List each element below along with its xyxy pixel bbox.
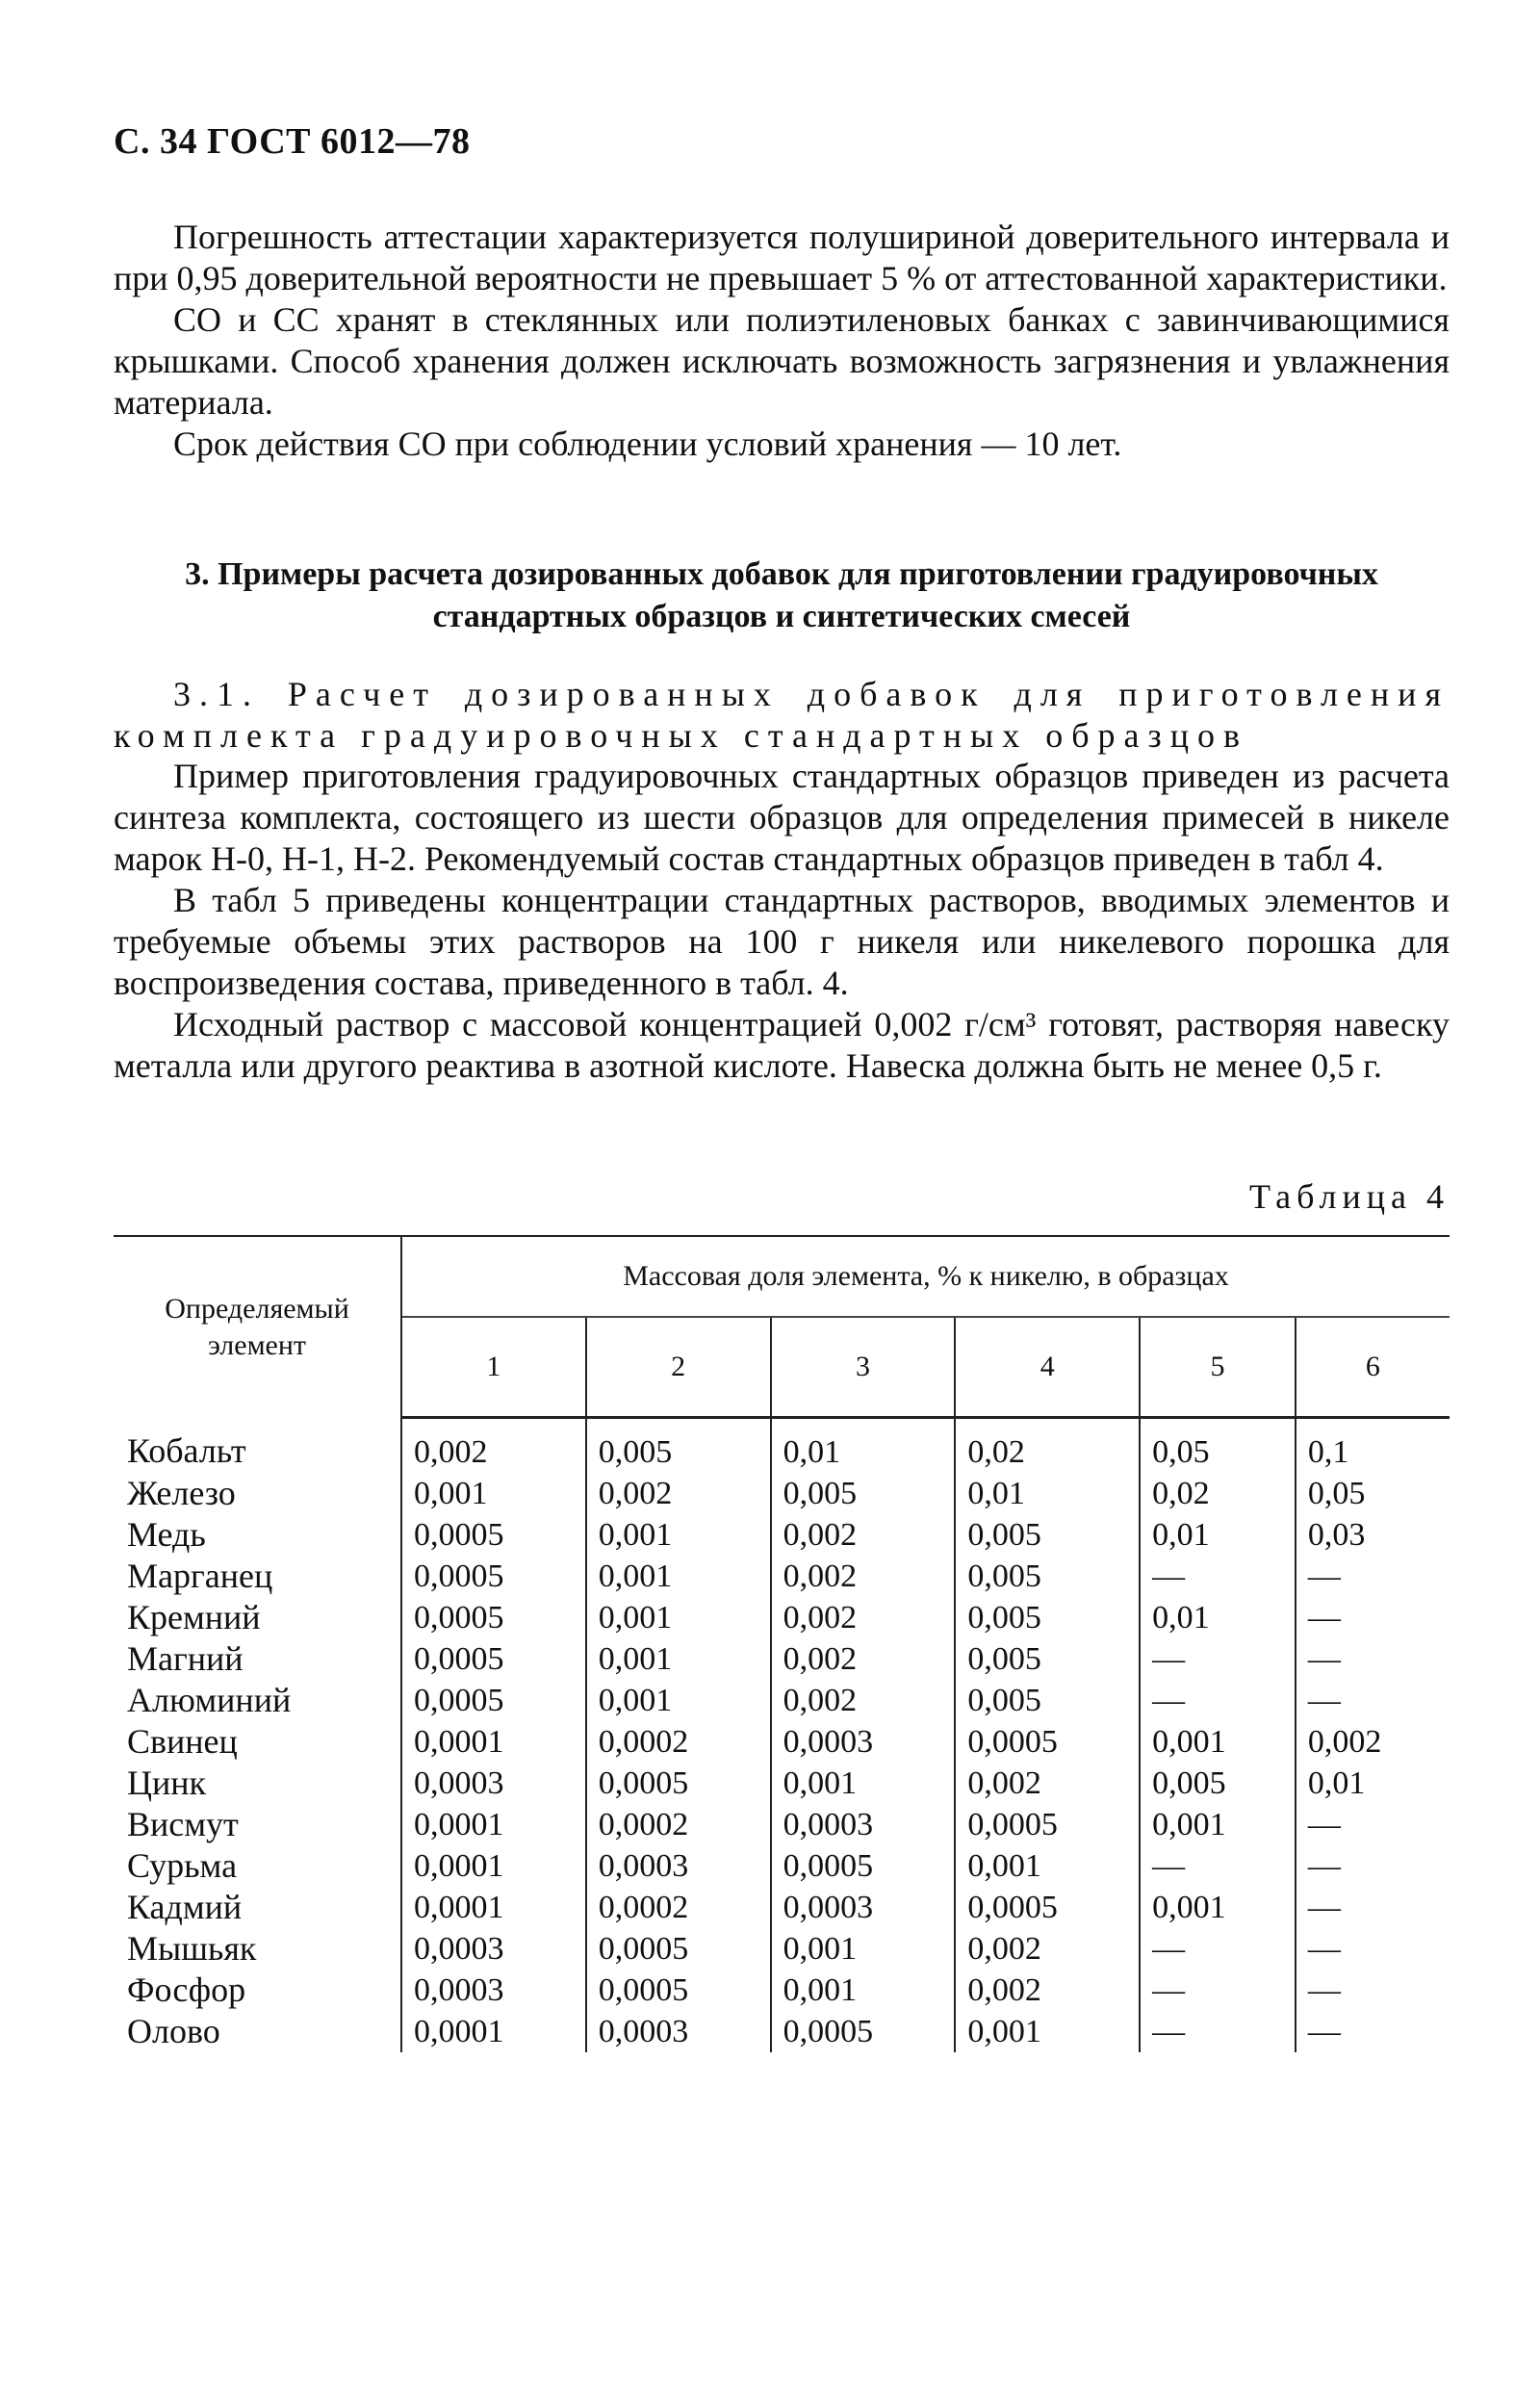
element-name-cell: Магний — [114, 1638, 401, 1680]
table-row — [114, 1845, 1450, 1887]
value-cell: 0,001 — [1140, 1804, 1296, 1845]
element-name-cell: Висмут — [114, 1804, 401, 1845]
subsection-title — [114, 674, 1450, 757]
value-cell: 0,01 — [1307, 1765, 1366, 1801]
value-cell: 0,0002 — [586, 1887, 771, 1928]
value-cell: 0,0003 — [771, 1721, 956, 1763]
value-cell: 0,005 — [771, 1473, 956, 1514]
paragraph: В табл 5 приведены концентрации стандартных растворов, вводимых элементов и требуемые объемы этих растворов на 100 г никеля или никелевого порошка для воспроизведения состава, приведенного в табл. 4. — [114, 881, 1450, 1002]
value-cell: — — [1140, 1970, 1296, 2011]
value-cell: 0,01 — [1140, 1597, 1296, 1638]
value-cell: 0,0005 — [401, 1556, 586, 1597]
element-name-cell: Сурьма — [114, 1845, 401, 1887]
element-name-cell: Свинец — [114, 1721, 401, 1763]
value-cell: 0,005 — [955, 1638, 1140, 1680]
top-text-block — [114, 217, 1450, 465]
value-cell: 0,0003 — [771, 1887, 956, 1928]
value-cell: 0,01 — [955, 1473, 1140, 1514]
value-cell: 0,1 — [1307, 1434, 1349, 1470]
value-cell: 0,0005 — [586, 1928, 771, 1970]
paragraph: СО и СС хранят в стеклянных или полиэтиленовых банках с завинчивающимися крышками. Способ хранения должен исключать возможность загрязнения и увлажнения материала. — [114, 300, 1450, 422]
value-cell: — — [1307, 1600, 1341, 1635]
value-cell: 0,0003 — [771, 1804, 956, 1845]
value-cell: 0,05 — [1140, 1418, 1296, 1474]
value-cell: 0,0002 — [586, 1804, 771, 1845]
value-cell: — — [1140, 1928, 1296, 1970]
value-cell: 0,005 — [955, 1680, 1140, 1721]
value-cell: — — [1307, 1558, 1341, 1594]
value-cell: 0,002 — [955, 1928, 1140, 1970]
table-row — [114, 1597, 1450, 1638]
paragraph: Погрешность аттестации характеризуется полушириной доверительного интервала и при 0,95 доверительной вероятности не превышает 5 % от аттестованной характеристики. — [114, 218, 1450, 297]
table-row — [114, 1928, 1450, 1970]
value-cell: 0,002 — [771, 1680, 956, 1721]
value-cell: 0,0005 — [401, 1514, 586, 1556]
table-row — [114, 1638, 1450, 1680]
value-cell: 0,0005 — [401, 1597, 586, 1638]
value-cell: 0,001 — [586, 1680, 771, 1721]
value-cell: 0,0001 — [401, 1804, 586, 1845]
value-cell: 0,001 — [586, 1638, 771, 1680]
section-title: 3. Примеры расчета дозированных добавок для приготовлении градуировочных стандартных образцов и синтетических смесей — [185, 556, 1378, 634]
table-row — [114, 1556, 1450, 1597]
subsection-title-text: 3.1. Расчет дозированных добавок для приготовления комплекта градуировочных стандартных образцов — [114, 675, 1450, 755]
value-cell: — — [1307, 1931, 1341, 1967]
value-cell: 0,001 — [955, 2011, 1140, 2052]
table-row — [114, 2011, 1450, 2052]
value-cell: 0,005 — [955, 1514, 1140, 1556]
table-row — [114, 1721, 1450, 1763]
value-cell: 0,002 — [771, 1597, 956, 1638]
element-name-cell: Медь — [114, 1514, 401, 1556]
value-cell: 0,0001 — [401, 1887, 586, 1928]
value-cell: 0,002 — [771, 1556, 956, 1597]
page-header: С. 34 ГОСТ 6012—78 — [114, 121, 471, 162]
value-cell: 0,05 — [1307, 1476, 1366, 1511]
value-cell: — — [1307, 1890, 1341, 1925]
paragraph: Срок действия СО при соблюдении условий хранения — 10 лет. — [173, 425, 1122, 463]
value-cell: 0,001 — [771, 1928, 956, 1970]
value-cell: 0,001 — [401, 1473, 586, 1514]
value-cell: 0,005 — [586, 1418, 771, 1474]
sample-number-header: 2 — [586, 1317, 771, 1418]
value-cell: 0,001 — [771, 1763, 956, 1804]
value-cell: 0,0005 — [586, 1970, 771, 2011]
sample-number-header: 5 — [1140, 1317, 1296, 1418]
value-cell: 0,001 — [1140, 1721, 1296, 1763]
value-cell: 0,002 — [771, 1638, 956, 1680]
element-name-cell: Железо — [114, 1473, 401, 1514]
value-cell: 0,005 — [955, 1597, 1140, 1638]
value-cell: 0,02 — [1140, 1473, 1296, 1514]
bottom-text-block — [114, 756, 1450, 1087]
value-cell: 0,002 — [771, 1514, 956, 1556]
value-cell: 0,002 — [1307, 1724, 1382, 1760]
value-cell: 0,0005 — [955, 1804, 1140, 1845]
element-name-cell: Олово — [114, 2011, 401, 2052]
table-body — [114, 1418, 1450, 2053]
value-cell: 0,001 — [1140, 1887, 1296, 1928]
sample-number-header: 3 — [771, 1317, 956, 1418]
element-name-cell: Кадмий — [114, 1887, 401, 1928]
value-cell: — — [1307, 1848, 1341, 1884]
value-cell: 0,0003 — [401, 1928, 586, 1970]
table-row — [114, 1473, 1450, 1514]
value-cell: 0,001 — [586, 1597, 771, 1638]
value-cell: 0,0003 — [586, 1845, 771, 1887]
value-cell: — — [1307, 1972, 1341, 2008]
value-cell: 0,01 — [1140, 1514, 1296, 1556]
paragraph: Пример приготовления градуировочных стандартных образцов приведен из расчета синтеза комплекта, состоящего из шести образцов для определения примесей в никеле марок Н-0, Н-1, Н-2. Рекомендуемый состав стандартных образцов приведен в табл 4. — [114, 757, 1450, 878]
value-cell: — — [1140, 1845, 1296, 1887]
value-cell: 0,0003 — [401, 1970, 586, 2011]
element-name-cell: Цинк — [114, 1763, 401, 1804]
sample-number-header: 6 — [1296, 1317, 1450, 1418]
table-row — [114, 1804, 1450, 1845]
value-cell: 0,01 — [771, 1418, 956, 1474]
value-cell: 0,001 — [586, 1556, 771, 1597]
paragraph: Исходный раствор с массовой концентрацией 0,002 г/см³ готовят, растворяя навеску металла или другого реактива в азотной кислоте. Навеска должна быть не менее 0,5 г. — [114, 1005, 1450, 1085]
value-cell: — — [1140, 1556, 1296, 1597]
value-cell: — — [1140, 1680, 1296, 1721]
value-cell: 0,0001 — [401, 2011, 586, 2052]
value-cell: 0,0005 — [401, 1638, 586, 1680]
value-cell: 0,0005 — [771, 1845, 956, 1887]
value-cell: — — [1140, 1638, 1296, 1680]
element-name-cell: Кремний — [114, 1597, 401, 1638]
value-cell: 0,0005 — [955, 1887, 1140, 1928]
value-cell: 0,0005 — [586, 1763, 771, 1804]
column-header-element: Определяемый элемент — [114, 1236, 401, 1418]
value-cell: 0,001 — [955, 1845, 1140, 1887]
value-cell: 0,001 — [771, 1970, 956, 2011]
value-cell: 0,0002 — [586, 1721, 771, 1763]
sample-number-header: 4 — [955, 1317, 1140, 1418]
table-row — [114, 1418, 1450, 1474]
value-cell: 0,0005 — [771, 2011, 956, 2052]
value-cell: 0,0005 — [955, 1721, 1140, 1763]
value-cell: 0,002 — [955, 1763, 1140, 1804]
value-cell: — — [1307, 1683, 1341, 1718]
value-cell: 0,02 — [955, 1418, 1140, 1474]
value-cell: — — [1307, 1641, 1341, 1677]
value-cell: — — [1307, 1807, 1341, 1842]
table-row — [114, 1514, 1450, 1556]
element-name-cell: Марганец — [114, 1556, 401, 1597]
value-cell: 0,0003 — [586, 2011, 771, 2052]
table-row — [114, 1970, 1450, 2011]
column-group-header: Массовая доля элемента, % к никелю, в образцах — [401, 1236, 1450, 1317]
value-cell: 0,002 — [955, 1970, 1140, 2011]
table-4 — [114, 1235, 1450, 2052]
value-cell: 0,0001 — [401, 1721, 586, 1763]
value-cell: 0,001 — [586, 1514, 771, 1556]
element-name-cell: Алюминий — [114, 1680, 401, 1721]
element-name-cell: Кобальт — [114, 1418, 401, 1474]
value-cell: 0,005 — [1140, 1763, 1296, 1804]
value-cell: — — [1307, 2014, 1341, 2049]
value-cell: 0,002 — [401, 1418, 586, 1474]
value-cell: 0,03 — [1307, 1517, 1366, 1553]
value-cell: 0,0005 — [401, 1680, 586, 1721]
value-cell: 0,0003 — [401, 1763, 586, 1804]
value-cell: 0,0001 — [401, 1845, 586, 1887]
value-cell: 0,005 — [955, 1556, 1140, 1597]
sample-number-header: 1 — [401, 1317, 586, 1418]
element-name-cell: Мышьяк — [114, 1928, 401, 1970]
table-row — [114, 1763, 1450, 1804]
value-cell: 0,002 — [586, 1473, 771, 1514]
element-name-cell: Фосфор — [114, 1970, 401, 2011]
table-row — [114, 1887, 1450, 1928]
table-row — [114, 1680, 1450, 1721]
table-caption: Таблица 4 — [1249, 1177, 1450, 1216]
value-cell: — — [1140, 2011, 1296, 2052]
